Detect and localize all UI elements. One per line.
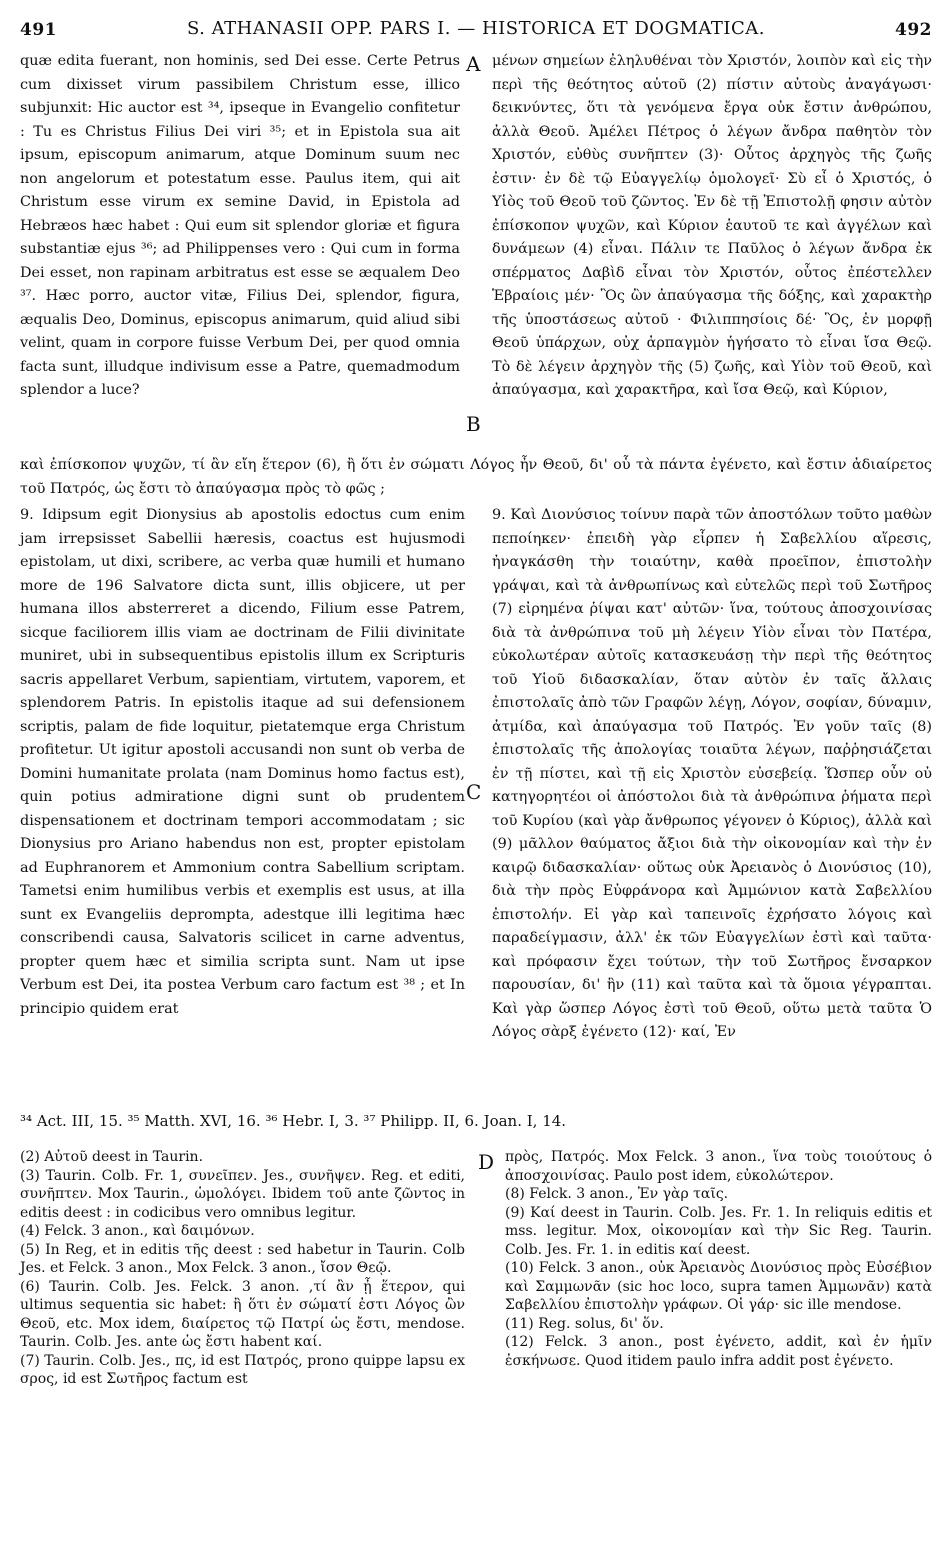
- footnote: (5) In Reg, et in editis τῆς deest : sed habetur in Taurin. Colb Jes. et Felck. 3 anon., Mox Felck. 3 anon., ἴσον Θεῷ.: [20, 1241, 465, 1276]
- greek-paragraph-bottom: 9. Καὶ Διονύσιος τοίνυν παρὰ τῶν ἀποστόλων τοῦτο μαθὼν πεποίηκεν· ἐπειδὴ γὰρ εἷρπεν ἡ Σαβελλίου αἵρεσις, ἠναγκάσθη τὴν τοιαύτην, καθὰ προεῖπον, ἐπιστολὴν γράψαι, καὶ τὰ ἀνθρωπίνως καὶ εὐτελῶς περὶ τοῦ Σωτῆρος (7) εἰρημένα ῥίψαι κατ' αὐτῶν· ἵνα, τούτους ἀποσχοινίσας διὰ τὰ ἀνθρώπινα τοῦ μὴ λέγειν Υἱὸν εἶναι τὸν Πατέρα, εὐκολωτέραν αὐτοῖς κατασκευάσῃ τὴν περὶ τῆς θεότητος τοῦ Υἱοῦ διδασκαλίαν, ὅταν αὐτὸν ἐν ταῖς ἄλλαις ἐπιστολαῖς ἀπὸ τῶν Γραφῶν λέγῃ, Λόγον, σοφίαν, δύναμιν, ἀτμίδα, καὶ ἀπαύγασμα τοῦ Πατρός. Ἐν γοῦν ταῖς (8) ἐπιστολαῖς τῆς ἀπολογίας τοιαῦτα λέγων, παῤῥησιάζεται ἐν τῇ πίστει, καὶ τῇ εἰς Χριστὸν εὐσεβείᾳ. Ὥσπερ οὖν οὐ κατηγορητέοι οἱ ἀπόστολοι διὰ τὰ ἀνθρώπινα ῥήματα περὶ τοῦ Κυρίου (καὶ γὰρ ἄνθρωπος γέγονεν ὁ Κύριος), ἀλλὰ καὶ (9) μᾶλλον θαύματος ἄξιοι διὰ τὴν οἰκονομίαν καὶ τὴν ἐν καιρῷ διδασκαλίαν· οὕτως οὐκ Ἀρειανὸς ὁ Διονύσιος (10), διὰ τὴν πρὸς Εὐφράνορα καὶ Ἀμμώνιον κατὰ Σαβελλίου ἐπιστολήν. Εἰ γὰρ καὶ ταπεινοῖς ἐχρήσατο λόγοις καὶ παραδείγμασιν, ἀλλ' ἐκ τῶν Εὐαγγελίων ἐστὶ καὶ ταῦτα· καὶ πρόφασιν ἔχει τούτων, τὴν τοῦ Σωτῆρος ἔνσαρκον παρουσίαν, δι' ἣν (11) καὶ ταῦτα καὶ τὰ ὅμοια γέγραπται. Καὶ γὰρ ὥσπερ Λόγος ἐστὶ τοῦ Θεοῦ, οὕτω μετὰ ταῦτα Ὁ Λόγος σὰρξ ἐγένετο (12)· καί, Ἐν: [492, 507, 932, 1040]
- page-number-left: 491: [20, 20, 57, 40]
- section-marker-d: D: [478, 1150, 495, 1174]
- footnote: (2) Αὐτοῦ deest in Taurin.: [20, 1149, 204, 1165]
- footnotes-right: [505, 1148, 932, 1370]
- footnote: (10) Felck. 3 anon., οὐκ Ἀρειανὸς Διονύσιος πρὸς Εὐσέβιον καὶ Σαμμωνᾶν (sic hoc loco, supra tamen Ἀμμωνᾶν) κατὰ Σαβελλίου ἐπιστολὴν γράφων. Οἱ γάρ· sic ille mendose.: [505, 1260, 932, 1313]
- footnote: (9) Καί deest in Taurin. Colb. Jes. Fr. 1. In reliquis editis et mss. legitur. Mox, οἰκονομίαν καὶ τὴν Sic Reg. Taurin. Colb. Jes. Fr. 1. in editis καί deest.: [505, 1204, 932, 1258]
- scripture-references: ³⁴ Act. III, 15. ³⁵ Matth. XVI, 16. ³⁶ Hebr. I, 3. ³⁷ Philipp. II, 6. Joan. I, 14.: [20, 1112, 567, 1130]
- latin-column-top: [20, 50, 460, 403]
- section-marker-c: C: [466, 780, 482, 804]
- footnote: (11) Reg. solus, δι' ὅν.: [505, 1315, 664, 1332]
- page-header: [20, 14, 932, 44]
- running-title: S. ATHANASII OPP. PARS I. — HISTORICA ET DOGMATICA.: [186, 18, 766, 39]
- latin-column-bottom: [20, 504, 465, 1021]
- page-number-right: 492: [895, 20, 932, 40]
- footnote: πρὸς, Πατρός. Mox Felck. 3 anon., ἵνα τοὺς τοιούτους ὁ ἀποσχοινίσας. Paulo post idem, εὐκολώτερον.: [505, 1149, 932, 1184]
- footnote: (12) Felck. 3 anon., post ἐγένετο, addit, καὶ ἐν ἡμῖν ἐσκήνωσε. Quod itidem paulo infra addit post ἐγένετο.: [505, 1334, 932, 1369]
- section-marker-b: B: [466, 412, 481, 436]
- footnote: (4) Felck. 3 anon., καὶ δαιμόνων.: [20, 1223, 255, 1239]
- footnote: (3) Taurin. Colb. Fr. 1, συνεῖπεν. Jes., συνῆψεν. Reg. et editi, συνῆπτεν. Mox Taurin., ὡμολόγει. Ibidem τοῦ ante ζῶντος in editis deest : in codicibus vero omnibus legitur.: [20, 1167, 465, 1221]
- footnotes-left: [20, 1148, 465, 1389]
- footnote: (8) Felck. 3 anon., Ἐν γὰρ ταῖς.: [505, 1186, 729, 1202]
- page: [20, 0, 932, 1568]
- greek-paragraph-top: μένων σημείων ἐληλυθέναι τὸν Χριστόν, λοιπὸν καὶ εἰς τὴν περὶ τῆς θεότητος αὐτοῦ (2) πίστιν αὐτοὺς ἀναγάγωσι· δεικνύντες, ὅτι τὰ γενόμενα ἔργα οὐκ ἔστιν ἀνθρώπου, ἀλλὰ Θεοῦ. Ἀμέλει Πέτρος ὁ λέγων ἄνδρα παθητὸν τὸν Χριστόν, εὐθὺς συνῆπτεν (3)· Οὗτος ἀρχηγὸς τῆς ζωῆς ἐστιν· ἐν δὲ τῷ Εὐαγγελίῳ ὁμολογεῖ· Σὺ εἶ ὁ Χριστός, ὁ Υἱὸς τοῦ Θεοῦ τοῦ ζῶντος. Ἐν δὲ τῇ Ἐπιστολῇ φησιν αὐτὸν ἐπίσκοπον ψυχῶν, καὶ Κύριον ἑαυτοῦ τε καὶ ἀγγέλων καὶ δυνάμεων (4) εἶναι. Πάλιν τε Παῦλος ὁ λέγων ἄνδρα ἐκ σπέρματος Δαβὶδ εἶναι τὸν Χριστόν, οὗτος ἐπέστελλεν Ἑβραίοις μέν· Ὃς ὢν ἀπαύγασμα τῆς δόξης, καὶ χαρακτὴρ τῆς ὑποστάσεως αὐτοῦ · Φιλιππησίοις δέ· Ὃς, ἐν μορφῇ Θεοῦ ὑπάρχων, οὐχ ἁρπαγμὸν ἡγήσατο τὸ εἶναι ἴσα Θεῷ. Τὸ δὲ λέγειν ἀρχηγὸν τῆς (5) ζωῆς, καὶ Υἱὸν τοῦ Θεοῦ, καὶ ἀπαύγασμα, καὶ χαρακτῆρα, καὶ ἴσα Θεῷ, καὶ Κύριον,: [492, 53, 932, 398]
- section-marker-a: A: [466, 52, 481, 76]
- latin-paragraph-top: quæ edita fuerant, non hominis, sed Dei esse. Certe Petrus cum dixisset virum passibilem Christum esse, illico subjunxit: Hic auctor est ³⁴, ipseque in Evangelio confitetur : Tu es Christus Filius Dei viri ³⁵; et in Epistola sua ait ipsum, episcopum animarum, atque Dominum suum nec non angelorum et potestatum esse. Paulus item, qui ait Christum esse virum ex semine David, in Epistola ad Hebræos hæc habet : Qui eum sit splendor gloriæ et figura substantiæ ejus ³⁶; ad Philippenses vero : Qui cum in forma Dei esset, non rapinam arbitratus est esse se æqualem Deo ³⁷. Hæc porro, auctor vitæ, Filius Dei, splendor, figura, æqualis Deo, Dominus, episcopus animarum, quid aliud sibi velint, quam in corpore fuisse Verbum Dei, per quod omnia facta sunt, illudque indivisum esse a Patre, quemadmodum splendor a luce?: [20, 53, 460, 398]
- greek-full-width-line: [20, 454, 932, 501]
- latin-paragraph-bottom: 9. Idipsum egit Dionysius ab apostolis edoctus cum enim jam irrepsisset Sabellii hæresis, coactus est hujusmodi epistolam, ut dixi, scribere, ac verba quæ humili et humano more de 196 Salvatore dicta sunt, illis objicere, ut per humana illos absterreret a dicendo, Filium esse Patrem, sicque faciliorem illis viam ae doctrinam de Filii divinitate muniret, ubi in subsequentibus epistolis illum ex Scripturis sacris appellaret Verbum, sapientiam, virtutem, vaporem, et splendorem Patris. In epistolis itaque ad sui defensionem scriptis, palam de fide loquitur, pietatemque erga Christum profitetur. Ut igitur apostoli accusandi non sunt ob verba de Domini humanitate prolata (nam Dominus homo factus est), quin potius admiratione digni sunt ob prudentem dispensationem et doctrinam tempori accommodatam ; sic Dionysius pro Ariano habendus non est, propter epistolam ad Euphranorem et Ammonium contra Sabellium scriptam. Tametsi enim humilibus verbis et exemplis est usus, at illa sunt ex Evangeliis deprompta, adestque illi legitima hæc conscribendi causa, Salvatoris scilicet in carne adventus, propter quem hæc et similia scripta sunt. Nam ut ipse Verbum est Dei, ita postea Verbum caro factum est ³⁸ ; et In principio quidem erat: [20, 507, 465, 1017]
- greek-full-paragraph: καὶ ἐπίσκοπον ψυχῶν, τί ἂν εἴη ἕτερον (6), ἢ ὅτι ἐν σώματι Λόγος ἦν Θεοῦ, δι' οὗ τὰ πάντα ἐγένετο, καὶ ἔστιν ἀδιαίρετος τοῦ Πατρός, ὡς ἔστι τὸ ἀπαύγασμα πρὸς τὸ φῶς ;: [20, 457, 932, 497]
- footnote: (6) Taurin. Colb. Jes. Felck. 3 anon. ,τί ἂν ᾖ ἕτερον, qui ultimus sequentia sic habet: ἢ ὅτι ἐν σώματί ἐστι Λόγος ὢν Θεοῦ, etc. Mox idem, διαίρετος τῷ Πατρί ὡς ἔστι, mendose. Taurin. Colb. Jes. ante ὡς ἔστι habent καί.: [20, 1278, 465, 1350]
- greek-column-bottom: [492, 504, 932, 1045]
- footnote: (7) Taurin. Colb. Jes., πς, id est Πατρός, prono quippe lapsu ex σρος, id est Σωτῆρος factum est: [20, 1352, 465, 1387]
- greek-column-top: [492, 50, 932, 403]
